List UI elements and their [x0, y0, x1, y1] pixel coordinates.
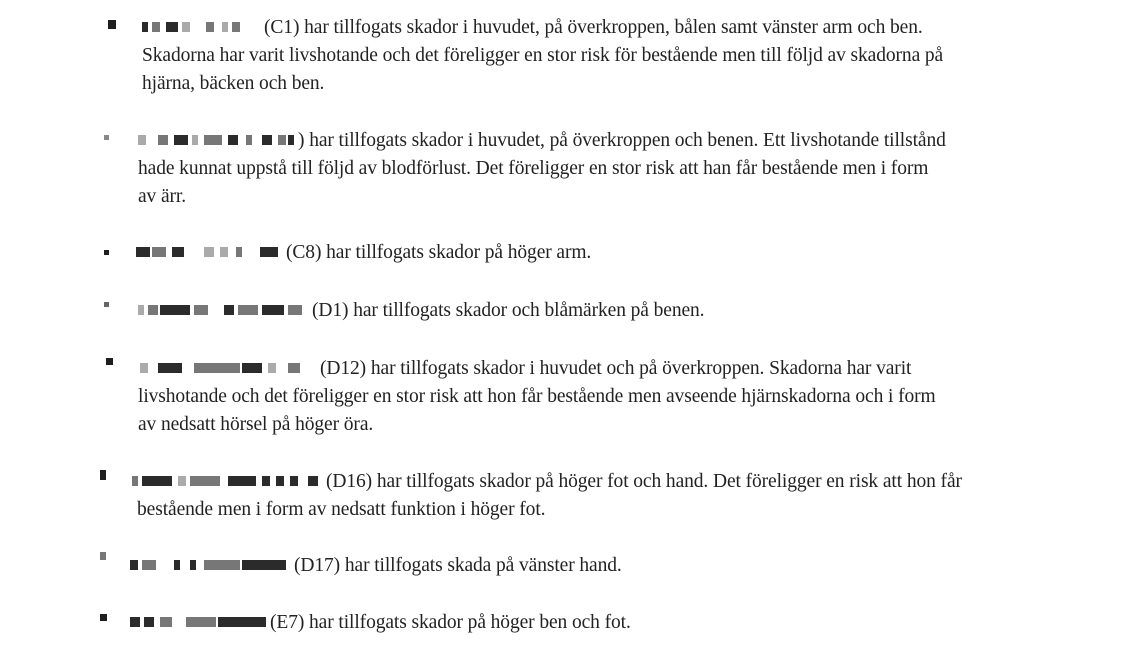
bullet	[104, 302, 109, 307]
injury-text-line: har tillfogats skador i huvudet och på överkroppen. Skadorna har varit	[370, 358, 912, 379]
bullet	[104, 250, 109, 255]
injury-text-line: livshotande och det föreligger en stor risk att hon får bestående men avseende hjärnskadorna och i form	[138, 386, 936, 407]
injury-text-line: bestående men i form av nedsatt funktion i höger fot.	[137, 499, 546, 520]
redacted-name	[130, 558, 290, 572]
injury-text-line: har tillfogats skador i huvudet, på överkroppen, bålen samt vänster arm och ben.	[304, 17, 923, 38]
redacted-name	[132, 474, 322, 488]
injury-code: )	[298, 130, 305, 151]
bullet	[100, 470, 106, 480]
injury-text-line: hade kunnat uppstå till följd av blodförlust. Det föreligger en stor risk att han får bestående men i form	[138, 158, 929, 179]
bullet	[100, 614, 107, 621]
injury-text-line: har tillfogats skador och blåmärken på benen.	[353, 300, 705, 321]
injury-text-line: av ärr.	[138, 186, 187, 207]
bullet	[108, 20, 116, 29]
injury-code: (D1)	[312, 300, 349, 321]
redacted-name	[142, 20, 260, 34]
injury-text-line: har tillfogats skador på höger arm.	[326, 242, 592, 263]
redacted-name	[136, 245, 282, 259]
injury-code: (D12)	[320, 358, 367, 379]
injury-text-line: av nedsatt hörsel på höger öra.	[138, 414, 374, 435]
redacted-name	[130, 615, 270, 629]
injury-code: (D16)	[326, 471, 373, 492]
injury-code: (C1)	[264, 17, 300, 38]
redacted-name	[138, 361, 316, 375]
injury-code: (E7)	[270, 612, 305, 633]
injury-text-line: har tillfogats skador på höger fot och hand. Det föreligger en risk att hon får	[376, 471, 962, 492]
injury-code: (D17)	[294, 555, 341, 576]
injury-text-line: har tillfogats skador på höger ben och fot.	[309, 612, 631, 633]
bullet	[104, 135, 109, 140]
injury-text-line: Skadorna har varit livshotande och det föreligger en stor risk för bestående men till följd av skadorna på	[142, 45, 944, 66]
bullet	[106, 358, 113, 365]
redacted-name	[138, 303, 308, 317]
injury-text-line: hjärna, bäcken och ben.	[142, 73, 325, 94]
redacted-name	[138, 133, 298, 147]
injury-text-line: har tillfogats skada på vänster hand.	[344, 555, 622, 576]
injury-text-line: har tillfogats skador i huvudet, på överkroppen och benen. Ett livshotande tillstånd	[309, 130, 946, 151]
injury-code: (C8)	[286, 242, 322, 263]
bullet	[100, 552, 106, 560]
